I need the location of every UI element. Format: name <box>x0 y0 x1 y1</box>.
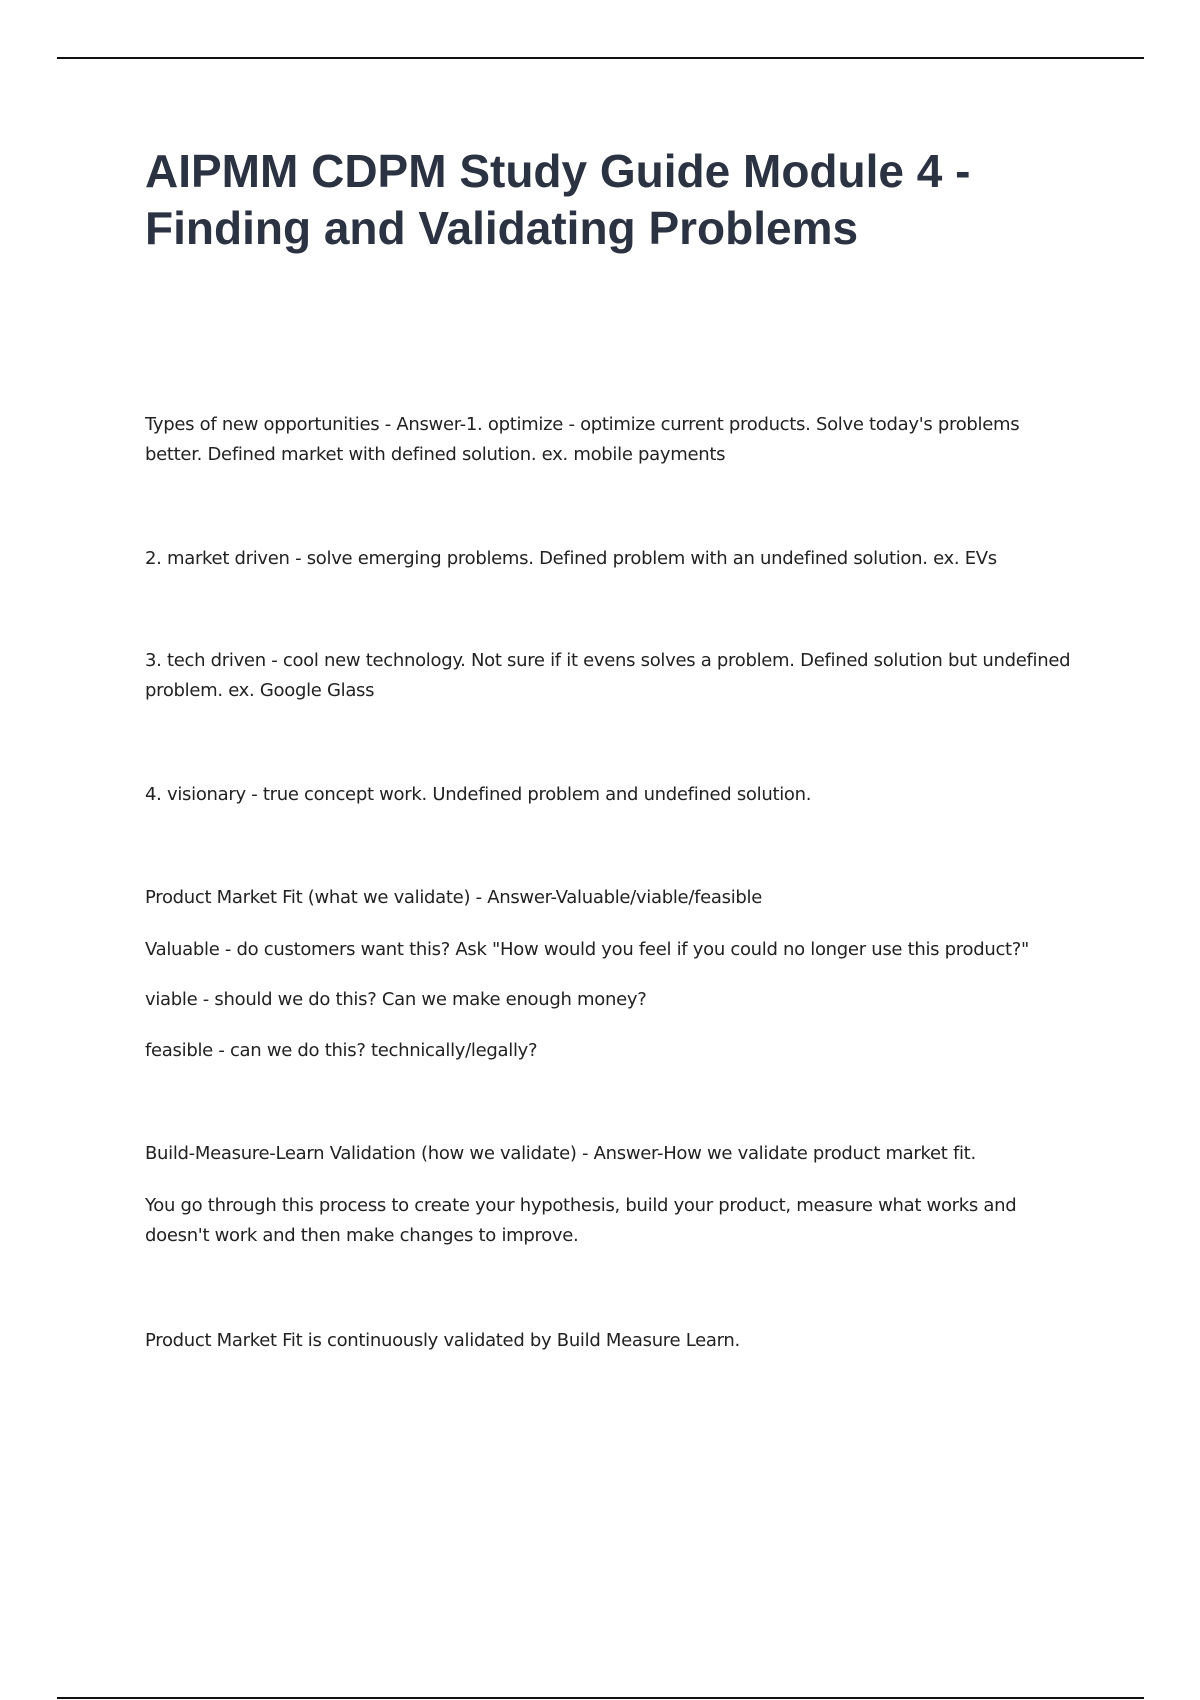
paragraph-continuous-validation: Product Market Fit is continuously validated by Build Measure Learn. <box>145 1330 740 1351</box>
paragraph-types-of-opportunities: Types of new opportunities - Answer-1. optimize - optimize current products. Solve today's problems better. Defined market with defined solution. ex. mobile payments <box>145 414 1020 465</box>
paragraph-market-driven: 2. market driven - solve emerging problems. Defined problem with an undefined solution. ex. EVs <box>145 548 997 569</box>
paragraph-process-description: You go through this process to create your hypothesis, build your product, measure what works and doesn't work and then make changes to improve. <box>145 1195 1017 1246</box>
paragraph-build-measure-learn: Build-Measure-Learn Validation (how we validate) - Answer-How we validate product market fit. <box>145 1143 976 1164</box>
bottom-divider <box>57 1697 1144 1699</box>
paragraph-feasible: feasible - can we do this? technically/legally? <box>145 1040 538 1061</box>
page-title: AIPMM CDPM Study Guide Module 4 - Finding and Validating Problems <box>145 145 971 254</box>
paragraph-tech-driven: 3. tech driven - cool new technology. Not sure if it evens solves a problem. Defined solution but undefined problem. ex. Google Glass <box>145 650 1071 701</box>
paragraph-valuable: Valuable - do customers want this? Ask "How would you feel if you could no longer use this product?" <box>145 939 1030 960</box>
top-divider <box>57 57 1144 59</box>
paragraph-visionary: 4. visionary - true concept work. Undefined problem and undefined solution. <box>145 784 812 805</box>
paragraph-viable: viable - should we do this? Can we make enough money? <box>145 989 647 1010</box>
paragraph-product-market-fit: Product Market Fit (what we validate) - Answer-Valuable/viable/feasible <box>145 887 763 908</box>
